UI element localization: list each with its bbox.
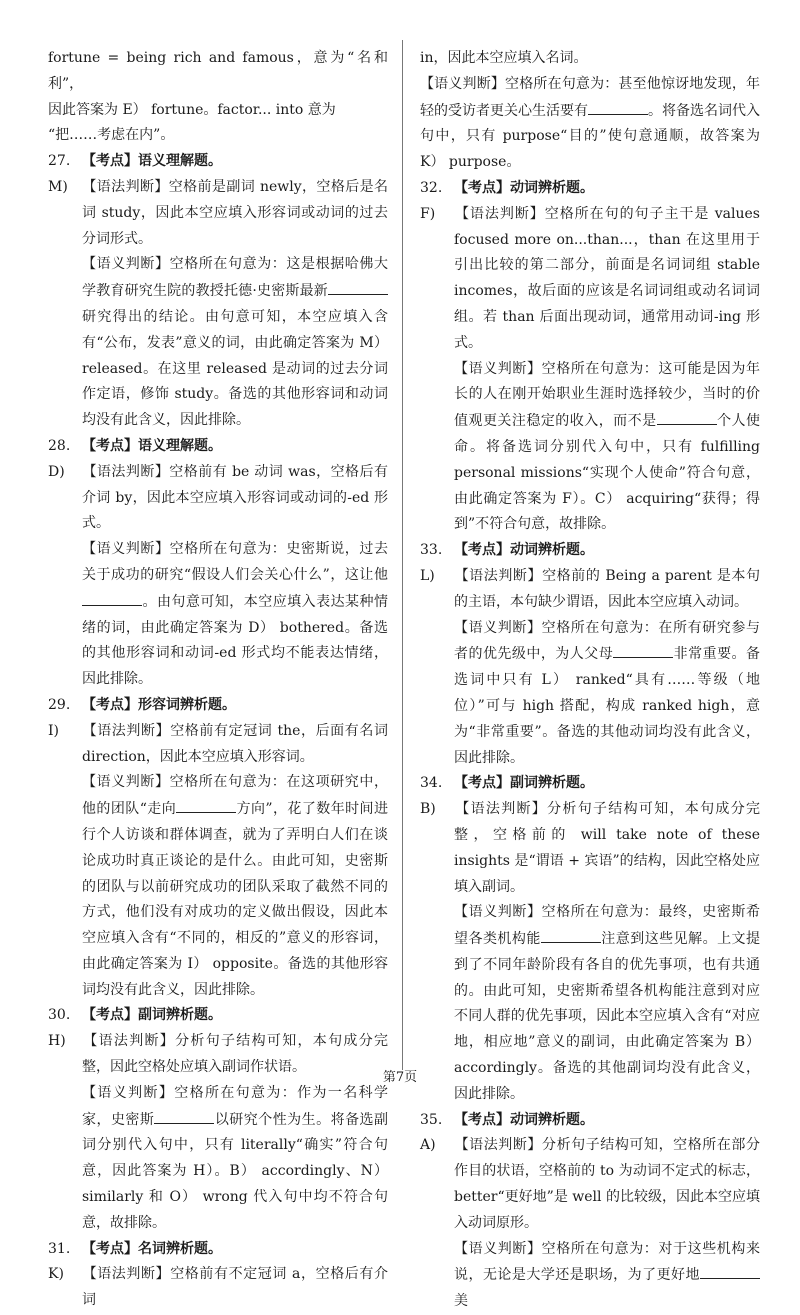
grammar-analysis: I) 【语法判断】空格前有定冠词 the，后面有名词 direction，因此本空应填入形容词。 (82, 719, 388, 771)
semantic-analysis: 【语义判断】空格所在句意为：作为一名科学家，史密斯 以研究个性为生。将备选副词分别代入句中，只有 literally“确实”符合句意，因此答案为 H）。B） accordingly、N） similarly 和 O） wrong 代入句中均不符合句意，故排除。 (82, 1084, 389, 1231)
right-column (420, 46, 760, 1315)
grammar-analysis: L) 【语法判断】空格前的 Being a parent 是本句的主语，本句缺少谓语，因此本空应填入动词。 (454, 564, 760, 616)
question-31 (48, 1237, 388, 1314)
question-number: 35. (420, 1111, 443, 1128)
semantic-analysis: 【语义判断】空格所在句意为：在所有研究参与者的优先级中，为人父母 非常重要。备选词中只有 L） ranked“具有……等级（地位）”可与 high 搭配，构成 ranked high，意为“非常重要”。备选的其他动词均没有此含义，因此排除。 (454, 619, 761, 766)
semantic-analysis: 【语义判断】空格所在句意为：最终，史密斯希望各类机构能 注意到这些见解。上文提到了不同年龄阶段有各自的优先事项，也有共通的。由此可知，史密斯希望各机构能注意到对应不同人群的优先事项，因此本空应填入含有“对应地，相应地”意义的副词，由此确定答案为 B） accordingly。备选的其他副词均没有此含义，因此排除。 (454, 904, 761, 1102)
semantic-analysis: 【语义判断】空格所在句意为：甚至他惊讶地发现，年轻的受访者更关心生活要有 。将备选名词代入句中，只有 purpose“目的”使句意通顺，故答案为 K） purpose。 (420, 75, 760, 171)
semantic-analysis: 【语义判断】空格所在句意为：这可能是因为年长的人在刚开始职业生涯时选择较少，当时的价值观更关注稳定的收入，而不是 个人使命。将备选词分别代入句中，只有 fulfilling personal missions“实现个人使命”符合句意，由此确定答案为 F）。C） acquiring“获得；得到”不符合句意，故排除。 (454, 360, 761, 533)
answer-letter: A) (420, 1137, 436, 1154)
question-30 (48, 1003, 388, 1236)
question-27 (48, 149, 388, 434)
semantic-analysis: 【语义判断】空格所在句意为：这是根据哈佛大学教育研究生院的教授托德·史密斯最新研究得出的结论。由句意可知，本空应填入含有“公布，发表”意义的词，由此确定答案为 M） released。在这里 released 是动词的过去分词作定语，修饰 study。备选的其他形容词和动词均没有此含义，因此排除。 (82, 256, 388, 429)
intro-line: “把……考虑在内”。 (48, 127, 175, 144)
answer-letter: K) (48, 1266, 64, 1283)
question-topic: 【考点】动词辨析题。 (454, 542, 594, 559)
answer-blank (613, 641, 673, 658)
page-number: 第7页 (382, 1070, 418, 1085)
question-topic: 【考点】副词辨析题。 (82, 1007, 222, 1024)
answer-blank (541, 926, 601, 943)
grammar-analysis: A) 【语法判断】分析句子结构可知，空格所在部分作目的状语，空格前的 to 为动词不定式的标志，better“更好地”是 well 的比较级，因此本空应填入动词原形。 (454, 1133, 760, 1236)
question-29 (48, 693, 388, 1004)
question-topic: 【考点】语义理解题。 (82, 437, 222, 454)
grammar-analysis: D) 【语法判断】空格前有 be 动词 was，空格后有介词 by，因此本空应填入形容词或动词的-ed 形式。 (82, 460, 388, 537)
answer-blank (176, 796, 236, 813)
answer-blank (154, 1107, 214, 1124)
question-33 (420, 538, 760, 771)
grammar-analysis: B) 【语法判断】分析句子结构可知，本句成分完整，空格前的 will take note of these insights 是“谓语 + 宾语”的结构，因此空格处应填入副词。 (454, 797, 760, 900)
question-number: 30. (48, 1007, 71, 1024)
intro-block (48, 46, 388, 149)
question-topic: 【考点】副词辨析题。 (454, 775, 594, 792)
question-number: 27. (48, 153, 71, 170)
grammar-analysis-end: in，因此本空应填入名词。 (420, 50, 588, 66)
answer-letter: L) (420, 567, 435, 584)
question-topic: 【考点】动词辨析题。 (454, 179, 594, 196)
left-column (48, 46, 388, 1314)
question-number: 32. (420, 179, 443, 196)
question-31-continued (420, 46, 760, 176)
intro-line: fortune = being rich and famous，意为“名和利”， (48, 50, 388, 92)
question-28 (48, 434, 388, 693)
question-32 (420, 176, 760, 538)
answer-letter: I) (48, 722, 59, 739)
answer-letter: B) (420, 801, 436, 818)
column-divider (402, 40, 403, 1070)
answer-blank (588, 98, 648, 115)
question-number: 34. (420, 775, 443, 792)
answer-blank (657, 408, 717, 425)
answer-blank (82, 589, 142, 606)
answer-letter: M) (48, 178, 68, 195)
question-number: 33. (420, 542, 443, 559)
semantic-analysis: 【语义判断】空格所在句意为：在这项研究中，他的团队“走向 方向”，花了数年时间进行个人访谈和群体调查，就为了弄明白人们在谈论成功时真正谈论的是什么。由此可知，史密斯的团队与以前研究成功的团队采取了截然不同的方式，他们没有对成功的定义做出假设，因此本空应填入含有“不同的，相反的”意义的形容词，由此确定答案为 I） opposite。备选的其他形容词均没有此含义，因此排除。 (82, 774, 388, 998)
question-number: 29. (48, 696, 71, 713)
question-34 (420, 771, 760, 1107)
answer-letter: F) (420, 205, 436, 222)
question-number: 28. (48, 437, 71, 454)
semantic-analysis: 【语义判断】空格所在句意为：对于这些机构来说，无论是大学还是职场，为了更好地美 (454, 1240, 760, 1310)
answer-letter: D) (48, 463, 65, 480)
answer-letter: H) (48, 1033, 66, 1050)
grammar-analysis: F) 【语法判断】空格所在句的句子主干是 values focused more on...than...，than 在这里用于引出比较的第二部分，前面是名词词组 stable incomes，故后面的应该是名词词组或动名词词组。若 than 后面出现动词，通常用动词-ing 形式。 (454, 202, 760, 357)
question-topic: 【考点】名词辨析题。 (82, 1240, 222, 1257)
answer-blank (700, 1262, 760, 1279)
grammar-analysis: H) 【语法判断】分析句子结构可知，本句成分完整，因此空格处应填入副词作状语。 (82, 1029, 388, 1081)
question-topic: 【考点】形容词辨析题。 (82, 696, 236, 713)
grammar-analysis: K) 【语法判断】空格前有不定冠词 a，空格后有介词 (82, 1262, 388, 1314)
semantic-analysis: 【语义判断】空格所在句意为：史密斯说，过去关于成功的研究“假设人们会关心什么”，这让他。由句意可知，本空应填入表达某种情绪的词，由此确定答案为 D） bothered。备选的其他形容词和动词-ed 形式均不能表达情绪，因此排除。 (82, 541, 388, 688)
question-number: 31. (48, 1240, 71, 1257)
question-35 (420, 1108, 760, 1315)
grammar-analysis: M) 【语法判断】空格前是副词 newly，空格后是名词 study，因此本空应填入形容词或动词的过去分词形式。 (82, 175, 388, 252)
answer-blank (328, 278, 388, 295)
question-topic: 【考点】动词辨析题。 (454, 1111, 594, 1128)
intro-line: 因此答案为 E） fortune。factor... into 意为 (48, 101, 336, 118)
question-topic: 【考点】语义理解题。 (82, 153, 222, 170)
